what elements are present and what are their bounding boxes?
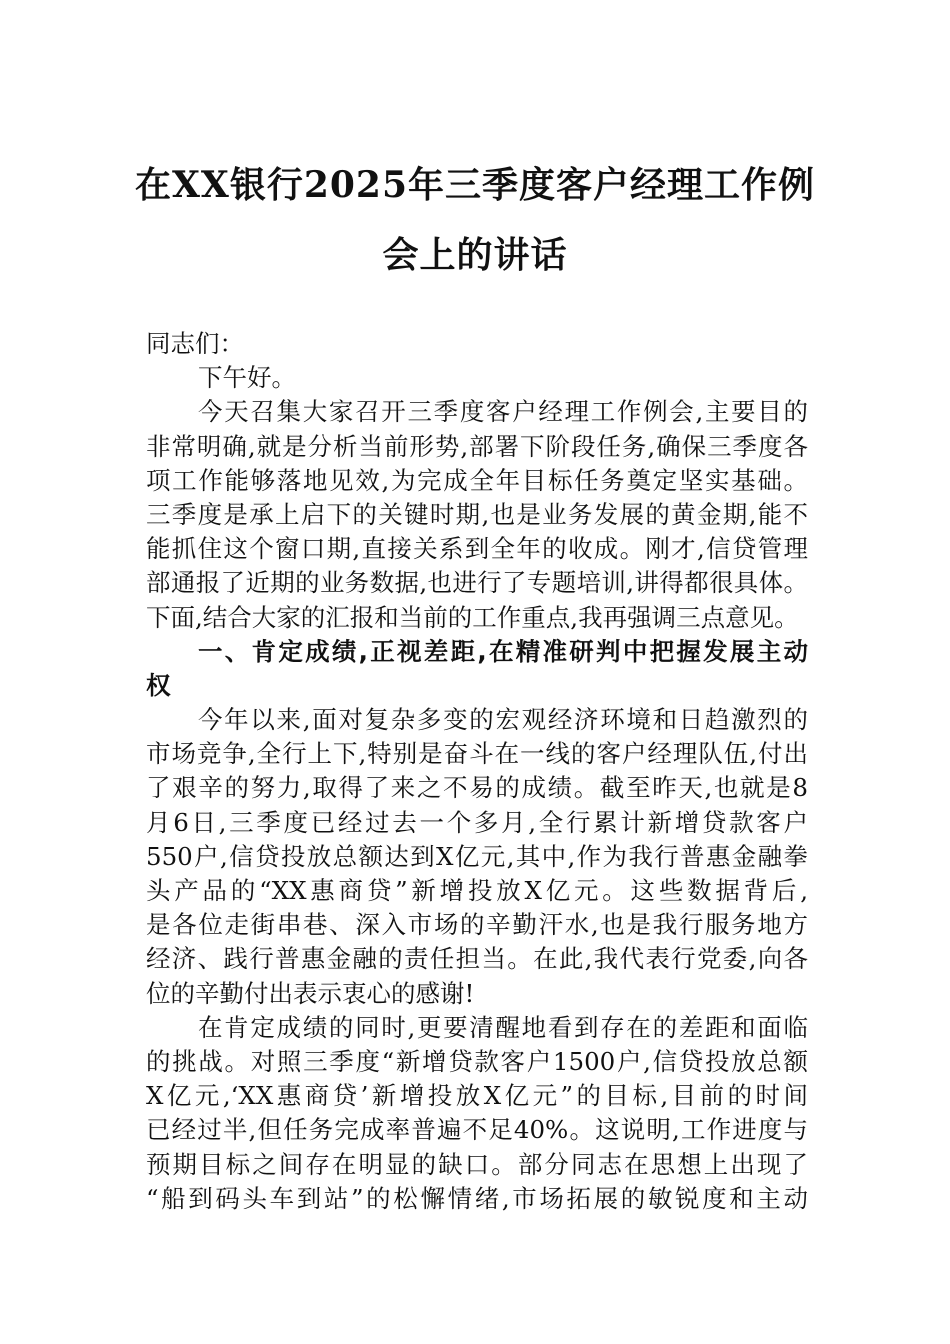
body-text-line: 的挑战。对照三季度“新增贷款客户1500户,信贷投放总额 xyxy=(146,1046,808,1076)
body-text-line: 部通报了近期的业务数据,也进行了专题培训,讲得都很具体。 xyxy=(146,568,808,598)
body-text-line: 今天召集大家召开三季度客户经理工作例会,主要目的 xyxy=(198,397,808,427)
body-text-line: 已经过半,但任务完成率普遍不足40%。这说明,工作进度与 xyxy=(146,1115,808,1145)
body-text-line: 今年以来,面对复杂多变的宏观经济环境和日趋激烈的 xyxy=(198,705,808,735)
body-text-line: 非常明确,就是分析当前形势,部署下阶段任务,确保三季度各 xyxy=(146,431,808,461)
section-heading-line: 权 xyxy=(146,670,171,700)
body-text-line: 550户,信贷投放总额达到X亿元,其中,作为我行普惠金融拳 xyxy=(146,841,808,871)
body-text-line: 是各位走街串巷、深入市场的辛勤汗水,也是我行服务地方 xyxy=(146,910,808,940)
body-text-line: 三季度是承上启下的关键时期,也是业务发展的黄金期,能不 xyxy=(146,499,808,529)
body-text-line: 头产品的“XX惠商贷”新增投放X亿元。这些数据背后, xyxy=(146,876,808,905)
body-text-line: 预期目标之间存在明显的缺口。部分同志在思想上出现了 xyxy=(146,1149,808,1179)
body-text-line: 能抓住这个窗口期,直接关系到全年的收成。刚才,信贷管理 xyxy=(146,534,808,564)
body-text-line: 项工作能够落地见效,为完成全年目标任务奠定坚实基础。 xyxy=(146,465,808,495)
body-text-line: 下午好。 xyxy=(198,363,296,393)
body-text-line: 市场竞争,全行上下,特别是奋斗在一线的客户经理队伍,付出 xyxy=(146,739,808,769)
body-text-line: 在肯定成绩的同时,更要清醒地看到存在的差距和面临 xyxy=(198,1012,808,1042)
body-text-line: 同志们： xyxy=(146,329,244,358)
body-text-line: 了艰辛的努力,取得了来之不易的成绩。截至昨天,也就是8 xyxy=(146,773,808,803)
body-text-line: 下面,结合大家的汇报和当前的工作重点,我再强调三点意见。 xyxy=(146,602,799,632)
document-title-line-1: 在XX银行2025年三季度客户经理工作例 xyxy=(134,164,816,206)
body-text-line: 月6日,三季度已经过去一个多月,全行累计新增贷款客户 xyxy=(146,807,808,837)
document-body xyxy=(146,327,808,1216)
document-title-line-2: 会上的讲话 xyxy=(382,234,568,276)
body-text-line: “船到码头车到站”的松懈情绪,市场拓展的敏锐度和主动 xyxy=(146,1183,808,1213)
body-text-line: 位的辛勤付出表示衷心的感谢! xyxy=(146,978,475,1008)
section-heading-line: 一、肯定成绩,正视差距,在精准研判中把握发展主动 xyxy=(198,636,808,666)
body-text-line: X亿元,‘XX惠商贷’新增投放X亿元”的目标,目前的时间 xyxy=(146,1081,808,1111)
body-text-line: 经济、践行普惠金融的责任担当。在此,我代表行党委,向各 xyxy=(146,944,808,974)
